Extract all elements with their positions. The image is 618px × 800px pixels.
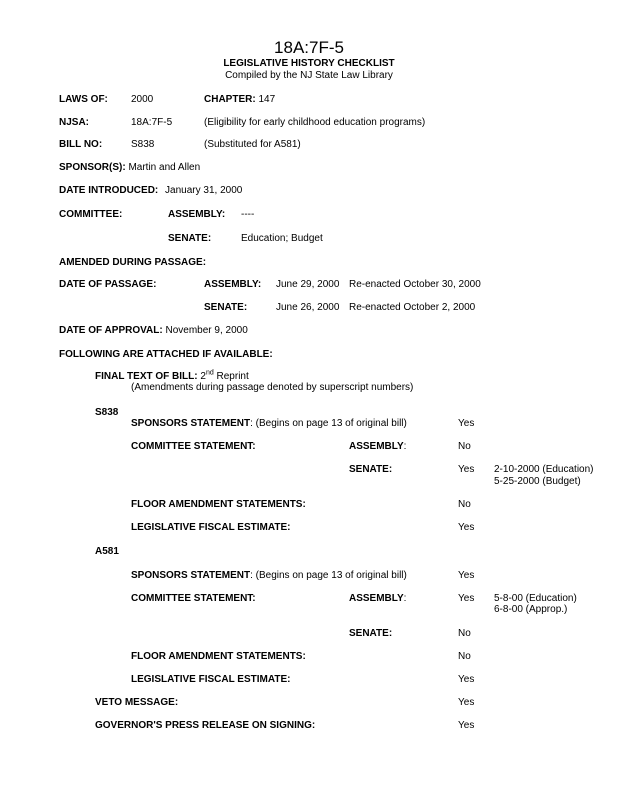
njsa-value: 18A:7F-5 (131, 117, 173, 128)
a581-assembly-label: ASSEMBLY (349, 593, 404, 604)
a581-senate-label: SENATE: (349, 628, 393, 639)
a581-senate-value: No (458, 628, 471, 639)
njsa-label: NJSA: (59, 117, 90, 128)
veto-value: Yes (458, 697, 475, 708)
a581-heading: A581 (95, 546, 119, 557)
bill-no-description: (Substituted for A581) (204, 139, 301, 150)
chapter-value: 147 (258, 94, 276, 105)
s838-floor-label: FLOOR AMENDMENT STATEMENTS: (131, 499, 306, 510)
a581-fiscal-label: LEGISLATIVE FISCAL ESTIMATE: (131, 674, 291, 685)
a581-assembly-colon: : (403, 593, 407, 604)
chapter-label: CHAPTER: (204, 94, 256, 105)
a581-assembly-field (349, 593, 406, 605)
s838-assembly-value: No (458, 441, 471, 452)
s838-sponsors-note: : (Begins on page 13 of original bill) (250, 418, 407, 429)
sponsors-label: SPONSOR(S): (59, 162, 126, 173)
a581-assembly-note-2: 6-8-00 (Approp.) (494, 604, 568, 615)
committee-label: COMMITTEE: (59, 209, 123, 220)
s838-sponsors-value: Yes (458, 418, 475, 429)
s838-senate-value: Yes (458, 464, 475, 475)
a581-fiscal-value: Yes (458, 674, 475, 685)
reprint-number: 2 (200, 371, 206, 382)
s838-senate-note-1: 2-10-2000 (Education) (494, 464, 594, 475)
laws-of-value: 2000 (131, 94, 154, 105)
date-approval-value: November 9, 2000 (165, 325, 248, 336)
reprint-word: Reprint (216, 371, 249, 382)
a581-sponsors-statement (131, 570, 407, 582)
committee-senate-value: Education; Budget (241, 233, 323, 244)
s838-fiscal-label: LEGISLATIVE FISCAL ESTIMATE: (131, 522, 291, 533)
date-introduced-field (59, 185, 242, 197)
press-release-label: GOVERNOR'S PRESS RELEASE ON SIGNING: (95, 720, 316, 731)
s838-senate-note-2: 5-25-2000 (Budget) (494, 476, 581, 487)
s838-committee-label: COMMITTEE STATEMENT: (131, 441, 256, 452)
page-title: 18A:7F-5 (274, 38, 344, 57)
date-passage-label: DATE OF PASSAGE: (59, 279, 157, 290)
s838-senate-label: SENATE: (349, 464, 393, 475)
veto-label: VETO MESSAGE: (95, 697, 179, 708)
sponsors-value: Martin and Allen (128, 162, 201, 173)
committee-assembly-label: ASSEMBLY: (168, 209, 226, 220)
s838-heading: S838 (95, 407, 119, 418)
s838-floor-value: No (458, 499, 471, 510)
date-approval-label: DATE OF APPROVAL: (59, 325, 163, 336)
chapter-field (204, 94, 275, 106)
s838-assembly-colon: : (403, 441, 407, 452)
committee-assembly-value: ---- (241, 209, 255, 220)
a581-floor-value: No (458, 651, 471, 662)
press-release-value: Yes (458, 720, 475, 731)
reprint-ordinal: nd (205, 369, 214, 377)
passage-assembly-label: ASSEMBLY: (204, 279, 262, 290)
a581-sponsors-label: SPONSORS STATEMENT (131, 570, 251, 581)
s838-fiscal-value: Yes (458, 522, 475, 533)
bill-no-value: S838 (131, 139, 155, 150)
passage-senate-date: June 26, 2000 (276, 302, 340, 313)
date-introduced-value: January 31, 2000 (165, 185, 243, 196)
a581-assembly-note-1: 5-8-00 (Education) (494, 593, 577, 604)
a581-floor-label: FLOOR AMENDMENT STATEMENTS: (131, 651, 306, 662)
s838-sponsors-statement (131, 418, 407, 430)
njsa-description: (Eligibility for early childhood education programs) (204, 117, 426, 128)
s838-assembly-field (349, 441, 406, 453)
s838-sponsors-label: SPONSORS STATEMENT (131, 418, 251, 429)
committee-senate-label: SENATE: (168, 233, 212, 244)
passage-assembly-note: Re-enacted October 30, 2000 (349, 279, 481, 290)
a581-sponsors-note: : (Begins on page 13 of original bill) (250, 570, 407, 581)
s838-assembly-label: ASSEMBLY (349, 441, 404, 452)
attached-heading: FOLLOWING ARE ATTACHED IF AVAILABLE: (59, 349, 273, 360)
passage-senate-label: SENATE: (204, 302, 248, 313)
amended-label: AMENDED DURING PASSAGE: (59, 257, 207, 268)
passage-senate-note: Re-enacted October 2, 2000 (349, 302, 476, 313)
date-introduced-label: DATE INTRODUCED: (59, 185, 159, 196)
passage-assembly-date: June 29, 2000 (276, 279, 340, 290)
laws-of-label: LAWS OF: (59, 94, 108, 105)
checklist-heading: LEGISLATIVE HISTORY CHECKLIST (223, 58, 395, 69)
bill-no-label: BILL NO: (59, 139, 103, 150)
a581-assembly-value: Yes (458, 593, 475, 604)
date-approval-field (59, 325, 248, 337)
final-text-note: (Amendments during passage denoted by superscript numbers) (131, 382, 414, 393)
compiled-by: Compiled by the NJ State Law Library (225, 70, 393, 81)
sponsors-field (59, 162, 200, 174)
a581-sponsors-value: Yes (458, 570, 475, 581)
final-text-label: FINAL TEXT OF BILL: (95, 371, 198, 382)
a581-committee-label: COMMITTEE STATEMENT: (131, 593, 256, 604)
